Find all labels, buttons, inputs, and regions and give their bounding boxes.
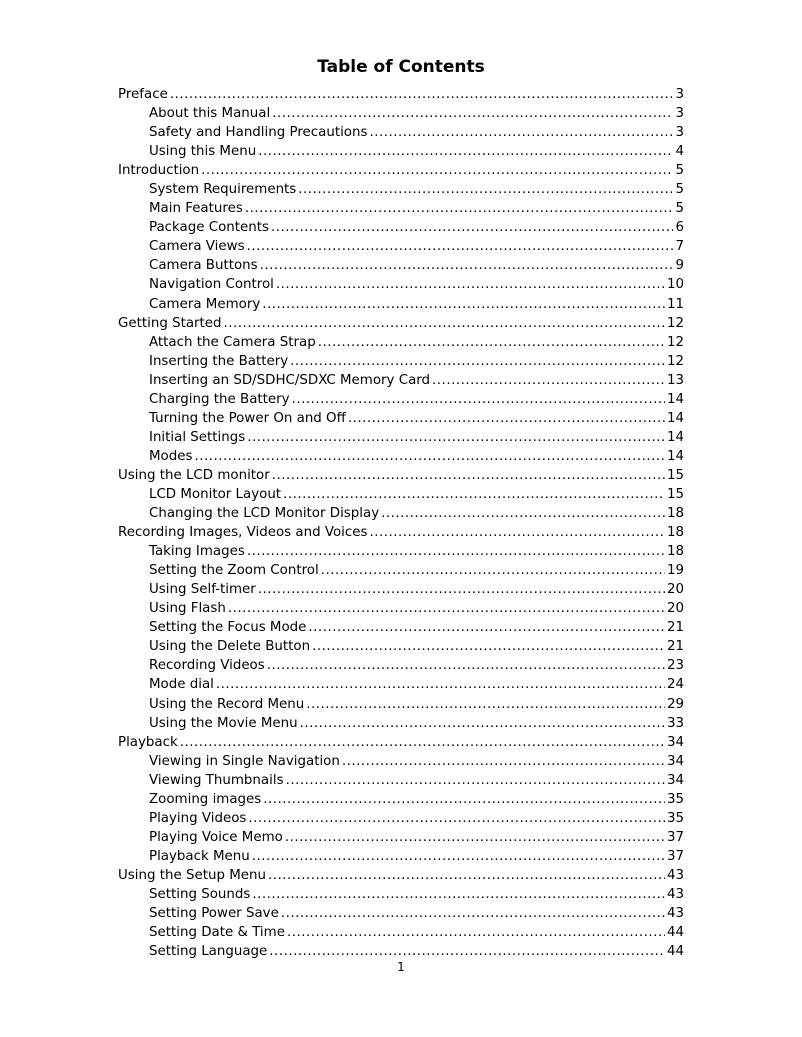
dot-leader [263, 790, 665, 809]
toc-entry[interactable] [118, 314, 684, 333]
toc-entry[interactable] [118, 504, 684, 523]
toc-entry-page: 35 [666, 810, 684, 826]
dot-leader [276, 275, 665, 294]
toc-entry[interactable] [118, 942, 684, 961]
page-number: 1 [397, 960, 405, 974]
toc-entry-label: About this Manual [149, 106, 271, 122]
toc-entry-page: 44 [666, 944, 684, 960]
toc-entry-page: 21 [666, 639, 684, 655]
toc-entry[interactable] [118, 847, 684, 866]
dot-leader [247, 428, 665, 447]
toc-entry-page: 21 [666, 620, 684, 636]
dot-leader [312, 637, 665, 656]
toc-entry-label: Camera Buttons [149, 258, 258, 274]
toc-entry-label: Using the LCD monitor [118, 467, 270, 483]
dot-leader [258, 580, 665, 599]
toc-entry-label: Using the Movie Menu [149, 715, 298, 731]
dot-leader [245, 199, 674, 218]
toc-entry-label: Safety and Handling Precautions [149, 125, 368, 141]
toc-entry-label: Playing Videos [149, 810, 247, 826]
toc-entry[interactable] [118, 561, 684, 580]
toc-entry-label: Introduction [118, 163, 200, 179]
toc-entry[interactable] [118, 599, 684, 618]
toc-entry[interactable] [118, 295, 684, 314]
dot-leader [306, 695, 665, 714]
toc-entry-label: Setting Date & Time [149, 925, 285, 941]
dot-leader [272, 466, 665, 485]
toc-entry[interactable] [118, 637, 684, 656]
toc-entry-page: 37 [666, 848, 684, 864]
toc-entry[interactable] [118, 371, 684, 390]
toc-entry-label: Mode dial [149, 677, 214, 693]
toc-entry-label: Attach the Camera Strap [149, 334, 316, 350]
dot-leader [260, 256, 674, 275]
dot-leader [369, 123, 673, 142]
dot-leader [258, 142, 673, 161]
toc-entry[interactable] [118, 161, 684, 180]
toc-entry[interactable] [118, 390, 684, 409]
toc-entry-label: Main Features [149, 201, 243, 217]
toc-entry-label: Recording Images, Videos and Voices [118, 525, 368, 541]
toc-entry-page: 15 [666, 467, 684, 483]
toc-entry-label: Viewing Thumbnails [149, 772, 284, 788]
toc-entry-page: 35 [666, 791, 684, 807]
toc-entry[interactable] [118, 542, 684, 561]
toc-entry-label: Inserting the Battery [149, 353, 289, 369]
toc-entry-page: 14 [666, 429, 684, 445]
toc-entry-label: Setting the Zoom Control [149, 563, 319, 579]
dot-leader [281, 904, 665, 923]
dot-leader [432, 371, 665, 390]
toc-entry-label: Camera Memory [149, 296, 261, 312]
toc-entry[interactable] [118, 752, 684, 771]
dot-leader [369, 523, 664, 542]
toc-entry-page: 23 [666, 658, 684, 674]
toc-entry-page: 12 [666, 334, 684, 350]
dot-leader [228, 599, 665, 618]
dot-leader [287, 923, 665, 942]
toc-entry[interactable] [118, 866, 684, 885]
toc-entry[interactable] [118, 237, 684, 256]
toc-entry[interactable] [118, 142, 684, 161]
toc-entry[interactable] [118, 409, 684, 428]
toc-entry-label: Camera Views [149, 239, 245, 255]
toc-entry[interactable] [118, 275, 684, 294]
dot-leader [283, 485, 665, 504]
dot-leader [318, 333, 665, 352]
toc-entry-page: 37 [666, 829, 684, 845]
toc-entry-label: Package Contents [149, 220, 269, 236]
toc-entry-page: 7 [675, 239, 684, 255]
toc-entry-label: Zooming images [149, 791, 262, 807]
toc-entry-label: Initial Settings [149, 429, 246, 445]
toc-entry-page: 5 [675, 182, 684, 198]
toc-entry-label: System Requirements [149, 182, 297, 198]
toc-entry[interactable] [118, 466, 684, 485]
toc-entry[interactable] [118, 428, 684, 447]
toc-entry[interactable] [118, 714, 684, 733]
toc-entry-label: Using the Record Menu [149, 696, 305, 712]
toc-entry[interactable] [118, 85, 684, 104]
toc-entry[interactable] [118, 333, 684, 352]
dot-leader [267, 656, 665, 675]
toc-entry-page: 3 [675, 87, 684, 102]
toc-entry-label: Preface [118, 87, 168, 102]
toc-entry-page: 11 [666, 296, 684, 312]
toc-entry-page: 12 [666, 315, 684, 331]
dot-leader [272, 104, 673, 123]
toc-entry[interactable] [118, 656, 684, 675]
toc-entry-page: 43 [666, 867, 684, 883]
toc-entry-page: 14 [666, 448, 684, 464]
dot-leader [321, 561, 665, 580]
dot-leader [180, 733, 665, 752]
toc-entry-label: Using this Menu [149, 144, 257, 160]
toc-entry[interactable] [118, 733, 684, 752]
toc-entry-page: 43 [666, 906, 684, 922]
toc-entry[interactable] [118, 123, 684, 142]
dot-leader [300, 714, 665, 733]
toc-entry-page: 18 [666, 506, 684, 522]
toc-entry-label: Setting Language [149, 944, 268, 960]
toc-entry-label: Turning the Power On and Off [149, 410, 346, 426]
toc-entry-page: 44 [666, 925, 684, 941]
dot-leader [252, 847, 665, 866]
dot-leader [170, 85, 674, 104]
toc-entry[interactable] [118, 523, 684, 542]
dot-leader [342, 752, 665, 771]
toc-entry[interactable] [118, 923, 684, 942]
toc-entry[interactable] [118, 580, 684, 599]
toc-entry-page: 14 [666, 410, 684, 426]
toc-entry[interactable] [118, 809, 684, 828]
toc-entry-page: 4 [675, 144, 684, 160]
toc-entry-page: 34 [666, 772, 684, 788]
toc-entry-page: 5 [675, 163, 684, 179]
dot-leader [286, 771, 665, 790]
toc-entry-page: 3 [675, 106, 684, 122]
dot-leader [216, 675, 665, 694]
dot-leader [290, 352, 665, 371]
toc-entry[interactable] [118, 485, 684, 504]
toc-entry-page: 10 [666, 277, 684, 293]
toc-entry-page: 9 [675, 258, 684, 274]
toc-entry-label: Using the Setup Menu [118, 867, 266, 883]
toc-entry-page: 20 [666, 601, 684, 617]
toc-entry-label: Charging the Battery [149, 391, 290, 407]
toc-entry[interactable] [118, 447, 684, 466]
toc-entry-label: Getting Started [118, 315, 222, 331]
dot-leader [308, 618, 665, 637]
toc-entry[interactable] [118, 695, 684, 714]
dot-leader [194, 447, 664, 466]
toc-entry-label: Using the Delete Button [149, 639, 311, 655]
toc-entry-page: 3 [675, 125, 684, 141]
toc-entry-page: 24 [666, 677, 684, 693]
dot-leader [268, 866, 665, 885]
toc-entry-label: Taking Images [149, 544, 245, 560]
toc-entry-page: 6 [675, 220, 684, 236]
dot-leader [269, 942, 665, 961]
toc-entry-page: 34 [666, 734, 684, 750]
dot-leader [262, 295, 665, 314]
toc-entry[interactable] [118, 675, 684, 694]
toc-entry-page: 43 [666, 886, 684, 902]
toc-entry-label: LCD Monitor Layout [149, 486, 282, 502]
toc-entry-page: 18 [666, 525, 684, 541]
dot-leader [292, 390, 665, 409]
toc-entry[interactable] [118, 256, 684, 275]
toc-entry[interactable] [118, 104, 684, 123]
dot-leader [252, 885, 665, 904]
toc-entry[interactable] [118, 199, 684, 218]
toc-entry-label: Inserting an SD/SDHC/SDXC Memory Card [149, 372, 431, 388]
toc-entry-label: Recording Videos [149, 658, 265, 674]
toc-entry-label: Setting Sounds [149, 886, 251, 902]
dot-leader [285, 828, 665, 847]
toc-entry-label: Playback Menu [149, 848, 250, 864]
toc-entry-label: Navigation Control [149, 277, 274, 293]
dot-leader [248, 809, 665, 828]
toc-entry-page: 12 [666, 353, 684, 369]
toc-entry-page: 19 [666, 563, 684, 579]
dot-leader [201, 161, 673, 180]
toc-entry-page: 5 [675, 201, 684, 217]
toc-entry-label: Playing Voice Memo [149, 829, 283, 845]
toc-entry-page: 13 [666, 372, 684, 388]
page-title: Table of Contents [317, 57, 485, 77]
toc-entry-page: 34 [666, 753, 684, 769]
toc-entry[interactable] [118, 352, 684, 371]
toc-entry-label: Playback [118, 734, 178, 750]
toc-entry[interactable] [118, 828, 684, 847]
toc-entry-label: Modes [149, 448, 193, 464]
toc-entry-label: Using Flash [149, 601, 226, 617]
toc-entry-page: 14 [666, 391, 684, 407]
toc-entry-label: Using Self-timer [149, 582, 256, 598]
toc-entry-page: 18 [666, 544, 684, 560]
dot-leader [247, 237, 674, 256]
table-of-contents [118, 85, 684, 961]
toc-entry-page: 20 [666, 582, 684, 598]
toc-entry-label: Changing the LCD Monitor Display [149, 506, 380, 522]
toc-entry-label: Setting the Focus Mode [149, 620, 307, 636]
dot-leader [247, 542, 665, 561]
dot-leader [224, 314, 665, 333]
toc-entry[interactable] [118, 771, 684, 790]
toc-entry[interactable] [118, 618, 684, 637]
toc-entry-page: 29 [666, 696, 684, 712]
toc-entry[interactable] [118, 885, 684, 904]
toc-entry[interactable] [118, 180, 684, 199]
toc-entry-label: Setting Power Save [149, 906, 279, 922]
dot-leader [381, 504, 665, 523]
dot-leader [271, 218, 673, 237]
toc-entry[interactable] [118, 790, 684, 809]
dot-leader [348, 409, 665, 428]
dot-leader [298, 180, 673, 199]
toc-entry-label: Viewing in Single Navigation [149, 753, 340, 769]
toc-entry-page: 15 [666, 486, 684, 502]
toc-entry-page: 33 [666, 715, 684, 731]
toc-entry[interactable] [118, 218, 684, 237]
toc-entry[interactable] [118, 904, 684, 923]
